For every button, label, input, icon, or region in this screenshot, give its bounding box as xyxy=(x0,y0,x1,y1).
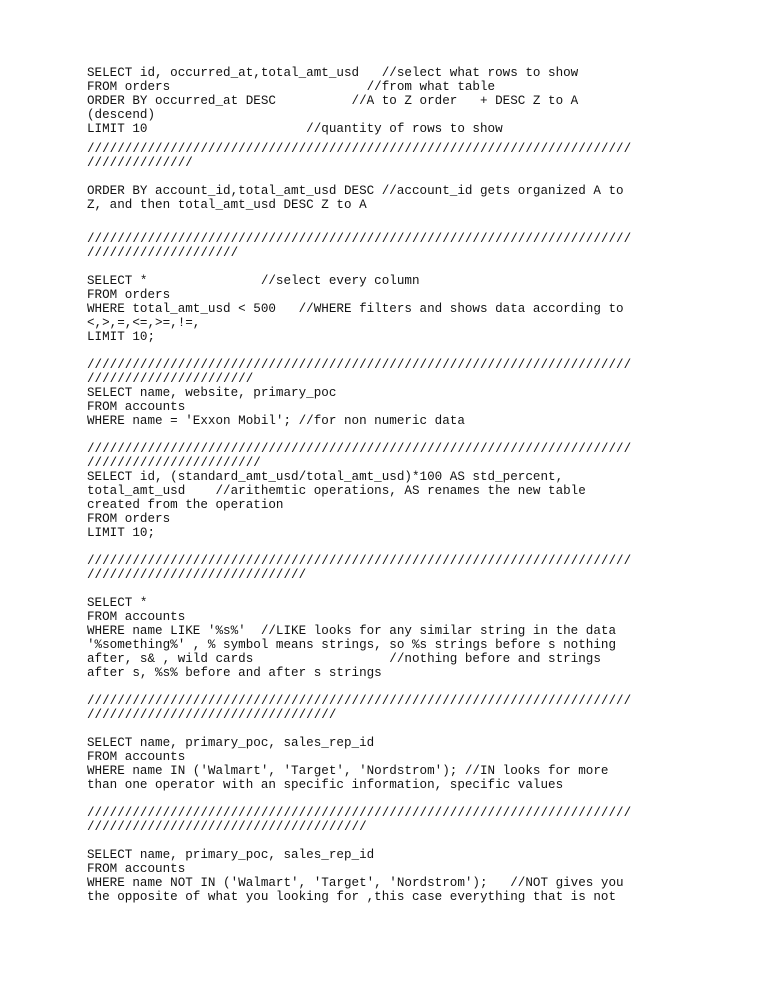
code-line: FROM accounts xyxy=(87,400,186,414)
code-line: SELECT id, occurred_at,total_amt_usd //select what rows to show xyxy=(87,66,579,80)
code-line: SELECT name, primary_poc, sales_rep_id xyxy=(87,736,375,750)
code-line: //////////////////////////////////////////////////////////////////////// xyxy=(87,232,632,246)
code-line: SELECT * //select every column xyxy=(87,274,420,288)
code-line: FROM orders xyxy=(87,288,171,302)
code-line: ///////////////////////////// xyxy=(87,568,307,582)
code-line: SELECT name, website, primary_poc xyxy=(87,386,337,400)
code-block-in xyxy=(87,736,727,792)
code-line: than one operator with an specific information, specific values xyxy=(87,778,564,792)
separator-line xyxy=(87,806,727,834)
code-line: /////////////////////// xyxy=(87,456,261,470)
code-line: '%something%' , % symbol means strings, so %s strings before s nothing xyxy=(87,638,617,652)
code-block-where xyxy=(87,274,727,344)
code-line: Z, and then total_amt_usd DESC Z to A xyxy=(87,198,367,212)
code-line: LIMIT 10; xyxy=(87,330,156,344)
code-line: created from the operation xyxy=(87,498,284,512)
code-line: ORDER BY occurred_at DESC //A to Z order + DESC Z to A xyxy=(87,94,579,108)
code-line: ORDER BY account_id,total_amt_usd DESC //account_id gets organized A to xyxy=(87,184,624,198)
code-line: ///////////////////////////////////// xyxy=(87,820,367,834)
code-block-not-in xyxy=(87,848,727,904)
code-line: SELECT name, primary_poc, sales_rep_id xyxy=(87,848,375,862)
separator-line xyxy=(87,232,727,260)
code-line: <,>,=,<=,>=,!=, xyxy=(87,316,201,330)
code-line: LIMIT 10 //quantity of rows to show xyxy=(87,122,503,136)
code-line: WHERE name LIKE '%s%' //LIKE looks for any similar string in the data xyxy=(87,624,617,638)
code-line: //////////////////////////////////////////////////////////////////////// xyxy=(87,142,632,156)
code-line: LIMIT 10; xyxy=(87,526,156,540)
code-line: //////////////////// xyxy=(87,246,239,260)
code-line: WHERE name NOT IN ('Walmart', 'Target', 'Nordstrom'); //NOT gives you xyxy=(87,876,624,890)
code-line: SELECT id, (standard_amt_usd/total_amt_usd)*100 AS std_percent, xyxy=(87,470,564,484)
code-line: after s, %s% before and after s strings xyxy=(87,666,382,680)
separator-line xyxy=(87,694,727,722)
code-block-where-text xyxy=(87,358,727,428)
code-line: FROM orders //from what table xyxy=(87,80,496,94)
code-line: WHERE total_amt_usd < 500 //WHERE filters and shows data according to xyxy=(87,302,624,316)
code-line: //////////////////////////////////////////////////////////////////////// xyxy=(87,442,632,456)
code-line: FROM accounts xyxy=(87,750,186,764)
code-line: WHERE name IN ('Walmart', 'Target', 'Nordstrom'); //IN looks for more xyxy=(87,764,609,778)
code-line: ////////////////////// xyxy=(87,372,254,386)
code-line: ///////////////////////////////// xyxy=(87,708,337,722)
code-line: ////////////// xyxy=(87,156,193,170)
code-line: the opposite of what you looking for ,this case everything that is not xyxy=(87,890,617,904)
code-block-order-by xyxy=(87,184,727,212)
code-line: SELECT * xyxy=(87,596,148,610)
code-line: //////////////////////////////////////////////////////////////////////// xyxy=(87,554,632,568)
code-block-arithmetic xyxy=(87,442,727,540)
code-block-select-order xyxy=(87,66,727,136)
separator-line xyxy=(87,142,727,170)
code-line: //////////////////////////////////////////////////////////////////////// xyxy=(87,358,632,372)
separator-line xyxy=(87,554,727,582)
code-line: //////////////////////////////////////////////////////////////////////// xyxy=(87,806,632,820)
code-line: FROM orders xyxy=(87,512,171,526)
document-page xyxy=(87,66,727,904)
code-line: WHERE name = 'Exxon Mobil'; //for non numeric data xyxy=(87,414,465,428)
code-line: //////////////////////////////////////////////////////////////////////// xyxy=(87,694,632,708)
code-line: FROM accounts xyxy=(87,862,186,876)
code-line: after, s& , wild cards //nothing before and strings xyxy=(87,652,601,666)
code-line: FROM accounts xyxy=(87,610,186,624)
code-line: total_amt_usd //arithemtic operations, AS renames the new table xyxy=(87,484,586,498)
code-block-like xyxy=(87,596,727,680)
code-line: (descend) xyxy=(87,108,156,122)
